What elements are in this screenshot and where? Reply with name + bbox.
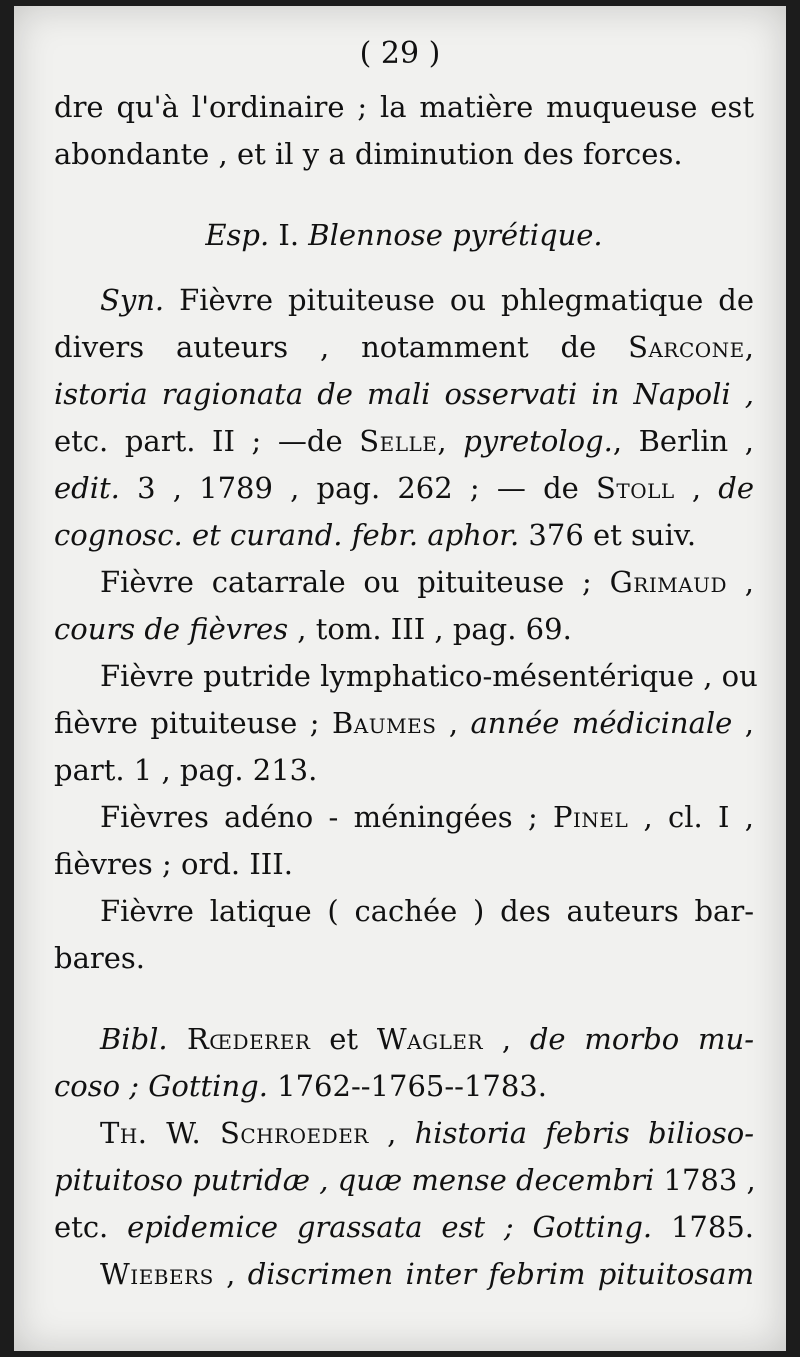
book-page [14,6,786,1351]
text-span: epidemice grassata est ; Gotting. [127,1210,653,1244]
author-name: Selle [359,424,438,458]
text-span: cours de fièvres [54,612,289,646]
text-span: , [436,706,471,740]
heading-number: I. [278,218,300,252]
text-span: et [310,1022,377,1056]
text-span: cognosc. et curand. febr. aphor. [54,518,520,552]
text-span: Fièvre catarrale ou pituiteuse ; [100,565,610,599]
bibl-label: Bibl. [100,1022,168,1056]
author-name: Pinel [552,800,629,834]
author-name: Baumes [332,706,437,740]
text-span: etc. [54,1210,128,1244]
heading-esp: Esp. [205,218,270,252]
text-line: abondante , et il y a diminution des forces. [54,137,683,171]
page-number: ( 29 ) [359,36,441,71]
page-text [54,84,758,1298]
text-span: année médicinale [470,706,733,740]
text-span: 3 , 1789 , pag. 262 ; — de [119,471,596,505]
synonym-line [54,277,754,324]
text-span: pyretolog. [463,424,613,458]
text-span: , [483,1022,530,1056]
text-span: historia febris bilioso- [414,1116,755,1150]
text-span: , cl. I , [628,800,754,834]
text-span: 1783 , [654,1163,756,1197]
text-span: pituitoso putridæ , quæ mense decembri [54,1163,655,1197]
text-span: , [213,1257,248,1291]
text-span: coso ; Gotting. [54,1069,268,1103]
text-span: edit. [54,471,120,505]
text-line: part. 1 , pag. 213. [54,753,318,787]
text-line [54,418,754,465]
text-line: Fièvre putride lymphatico-mésentérique , ou [100,659,758,693]
text-span: , [368,1116,415,1150]
author-name: Grimaud [609,565,728,599]
text-line [54,512,754,559]
text-span: , tom. III , pag. 69. [288,612,572,646]
species-heading [54,212,754,259]
text-span: de morbo mu- [529,1022,755,1056]
text-line: bares. [54,941,145,975]
text-line [54,1204,754,1251]
text-span: , [437,424,464,458]
syn-label: Syn. [100,283,165,317]
heading-title: Blennose pyrétique. [308,218,603,252]
text-line: Fièvre latique ( cachée ) des auteurs bar- [100,894,754,928]
text-line [54,1157,754,1204]
text-line [54,1251,754,1298]
text-span: etc. part. II ; —de [54,424,343,458]
text-span: , [674,471,719,505]
author-name: Sarcone [628,330,745,364]
text-line: dre qu'à l'ordinaire ; la matière muqueuse est [54,90,754,124]
text-span: , [744,330,754,364]
text-span: fièvre pituiteuse ; [54,706,332,740]
text-span: Fièvre pituiteuse ou phlegmatique de [179,283,754,317]
author-name: Rœderer [167,1022,311,1056]
text-span: , [727,565,755,599]
text-line [54,1063,754,1110]
text-line: fièvres ; ord. III. [54,847,293,881]
text-span: Fièvres adéno - méningées ; [100,800,553,834]
text-span: , Berlin , [612,424,754,458]
text-line [54,700,754,747]
text-line [54,559,754,606]
author-name: Wagler [376,1022,484,1056]
text-span: divers auteurs , notamment de [54,330,597,364]
text-span: discrimen inter febrim pituitosam [247,1257,754,1291]
bibliography-line [54,1016,754,1063]
text-line [54,1110,754,1157]
text-span: 376 et suiv. [519,518,697,552]
text-span: , [732,706,755,740]
text-span: de [718,471,755,505]
text-line [54,324,754,371]
author-name: Stoll [596,471,675,505]
text-line: istoria ragionata de mali osservati in Napoli , [54,377,754,411]
text-line [54,465,754,512]
text-line [54,606,754,653]
text-line [54,794,754,841]
text-span: 1785. [652,1210,754,1244]
text-span: 1762--1765--1783. [267,1069,547,1103]
author-name: Th. W. Schroeder [100,1116,369,1150]
author-name: Wiebers [100,1257,214,1291]
